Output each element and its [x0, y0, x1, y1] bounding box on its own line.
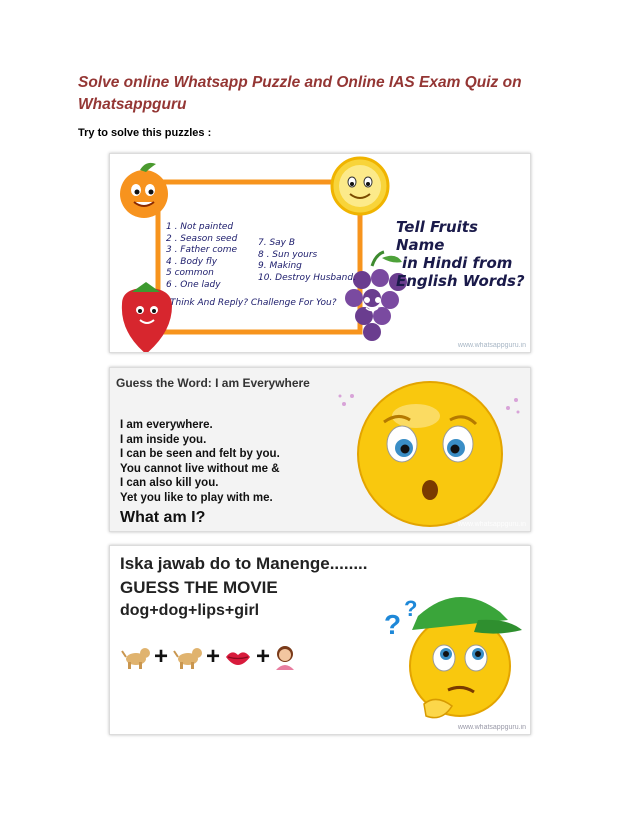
lips-icon — [224, 647, 252, 667]
riddle-line: I can also kill you. — [120, 477, 219, 489]
girl-icon — [274, 644, 296, 670]
clue-item: 7. Say B — [258, 238, 296, 248]
watermark: www.whatsappguru.in — [457, 342, 526, 349]
riddle-line: I am everywhere. — [120, 419, 213, 431]
emoji-equation — [120, 642, 296, 672]
clue-item: 10. Destroy Husband. — [258, 272, 356, 283]
svg-text:?: ? — [404, 596, 418, 621]
fruit-prompt — [396, 218, 530, 290]
puzzle-line-2: GUESS THE MOVIE — [120, 578, 278, 597]
prompt-line: English Words? — [396, 272, 525, 290]
plus-sign: + — [206, 643, 221, 670]
strawberry-icon — [122, 282, 172, 353]
puzzle-line-3: dog+dog+lips+girl — [120, 602, 260, 619]
challenge-text: Think And Reply? Challenge For You? — [170, 298, 337, 308]
puzzle-line-1: Iska jawab do to Manenge........ — [120, 554, 368, 573]
clue-item: 5 common — [166, 268, 214, 278]
movie-puzzle-image — [109, 545, 531, 735]
puzzle-header: Guess the Word: I am Everywhere — [116, 376, 310, 390]
svg-text:?: ? — [384, 609, 402, 640]
riddle-line: I am inside you. — [120, 433, 207, 446]
orange-icon — [120, 163, 168, 218]
clue-item: 9. Making — [258, 261, 302, 271]
clue-item: 1 . Not painted — [166, 222, 234, 232]
clue-item: 3 . Father come — [166, 245, 238, 255]
prompt-line: Tell Fruits Name — [396, 218, 478, 254]
fruit-puzzle-image — [109, 153, 531, 353]
thinking-emoji-icon — [378, 576, 531, 735]
clues-right — [258, 238, 356, 284]
riddle-line: I can be seen and felt by you. — [120, 448, 280, 460]
clue-item: 4 . Body fly — [166, 256, 218, 267]
clues-left — [166, 222, 237, 291]
riddle-line: Yet you like to play with me. — [120, 491, 273, 504]
riddle-lines — [120, 418, 280, 505]
watermark: www.whatsappguru.in — [457, 521, 526, 528]
dog-icon — [172, 645, 202, 669]
watermark: www.whatsappguru.in — [457, 724, 526, 731]
plus-sign: + — [256, 643, 271, 670]
clue-item: 8 . Sun yours — [258, 249, 318, 260]
page-title: Solve online Whatsapp Puzzle and Online IAS Exam Quiz on Whatsappguru — [78, 74, 522, 113]
lemon-icon — [332, 158, 388, 214]
plus-sign: + — [154, 643, 169, 670]
dog-icon — [120, 645, 150, 669]
riddle-question: What am I? — [120, 509, 206, 526]
confused-emoji-icon — [332, 372, 531, 532]
prompt-line: in Hindi from — [402, 254, 513, 272]
clue-item: 6 . One lady — [166, 279, 221, 290]
everywhere-puzzle-image — [109, 367, 531, 532]
riddle-line: You cannot live without me & — [120, 462, 280, 475]
clue-item: 2 . Season seed — [166, 233, 238, 244]
intro-text: Try to solve this puzzles : — [78, 127, 212, 139]
